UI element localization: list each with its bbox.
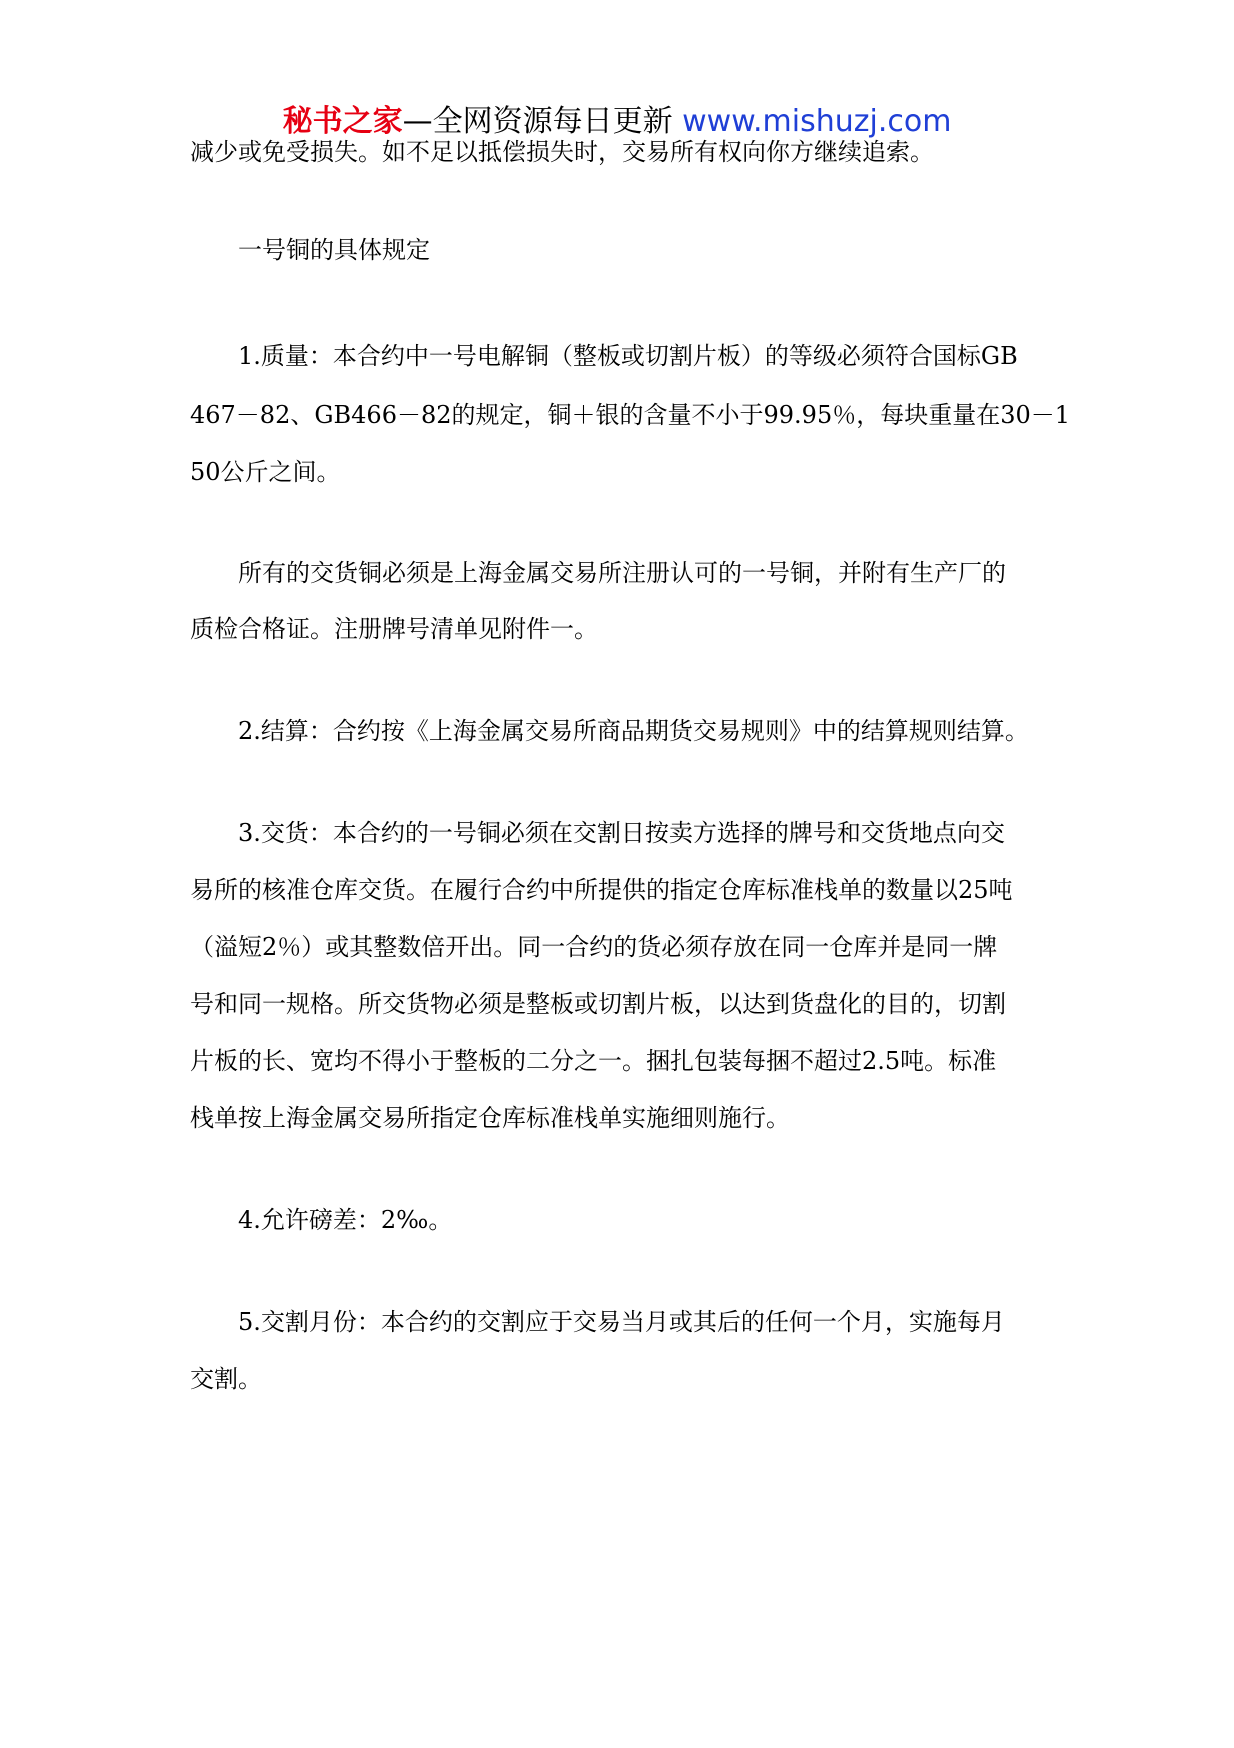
paragraph-line: 2.结算：合约按《上海金属交易所商品期货交易规则》中的结算规则结算。 [238, 717, 1029, 745]
site-slogan: —全网资源每日更新 [402, 104, 683, 139]
brand-name: 秘书之家 [282, 104, 403, 139]
paragraph-line: 易所的核准仓库交货。在履行合约中所提供的指定仓库标准栈单的数量以25吨 [190, 876, 1013, 904]
paragraph-line: 3.交货：本合约的一号铜必须在交割日按卖方选择的牌号和交货地点向交 [238, 819, 1005, 847]
paragraph-line: 号和同一规格。所交货物必须是整板或切割片板，以达到货盘化的目的，切割 [190, 990, 1006, 1018]
paragraph-line: 1.质量：本合约中一号电解铜（整板或切割片板）的等级必须符合国标GB [238, 342, 1018, 370]
section-heading: 一号铜的具体规定 [238, 236, 430, 264]
paragraph-line: 所有的交货铜必须是上海金属交易所注册认可的一号铜，并附有生产厂的 [238, 559, 1006, 587]
paragraph-line: 交割。 [190, 1365, 262, 1393]
paragraph-line: 4.允许磅差：2‰。 [238, 1206, 453, 1234]
paragraph-line: 467－82、GB466－82的规定，铜＋银的含量不小于99.95％，每块重量在30－1 [190, 401, 1071, 429]
paragraph-line: 减少或免受损失。如不足以抵偿损失时，交易所有权向你方继续追索。 [190, 138, 934, 166]
paragraph-line: 质检合格证。注册牌号清单见附件一。 [190, 615, 598, 643]
paragraph-line: 50公斤之间。 [190, 458, 341, 486]
paragraph-line: 栈单按上海金属交易所指定仓库标准栈单实施细则施行。 [190, 1104, 790, 1132]
paragraph-line: 5.交割月份：本合约的交割应于交易当月或其后的任何一个月，实施每月 [238, 1308, 1005, 1336]
paragraph-line: 片板的长、宽均不得小于整板的二分之一。捆扎包装每捆不超过2.5吨。标准 [190, 1047, 997, 1075]
site-url-link[interactable]: www.mishuzj.com [682, 104, 952, 139]
paragraph-line: （溢短2％）或其整数倍开出。同一合约的货必须存放在同一仓库并是同一牌 [190, 933, 998, 961]
